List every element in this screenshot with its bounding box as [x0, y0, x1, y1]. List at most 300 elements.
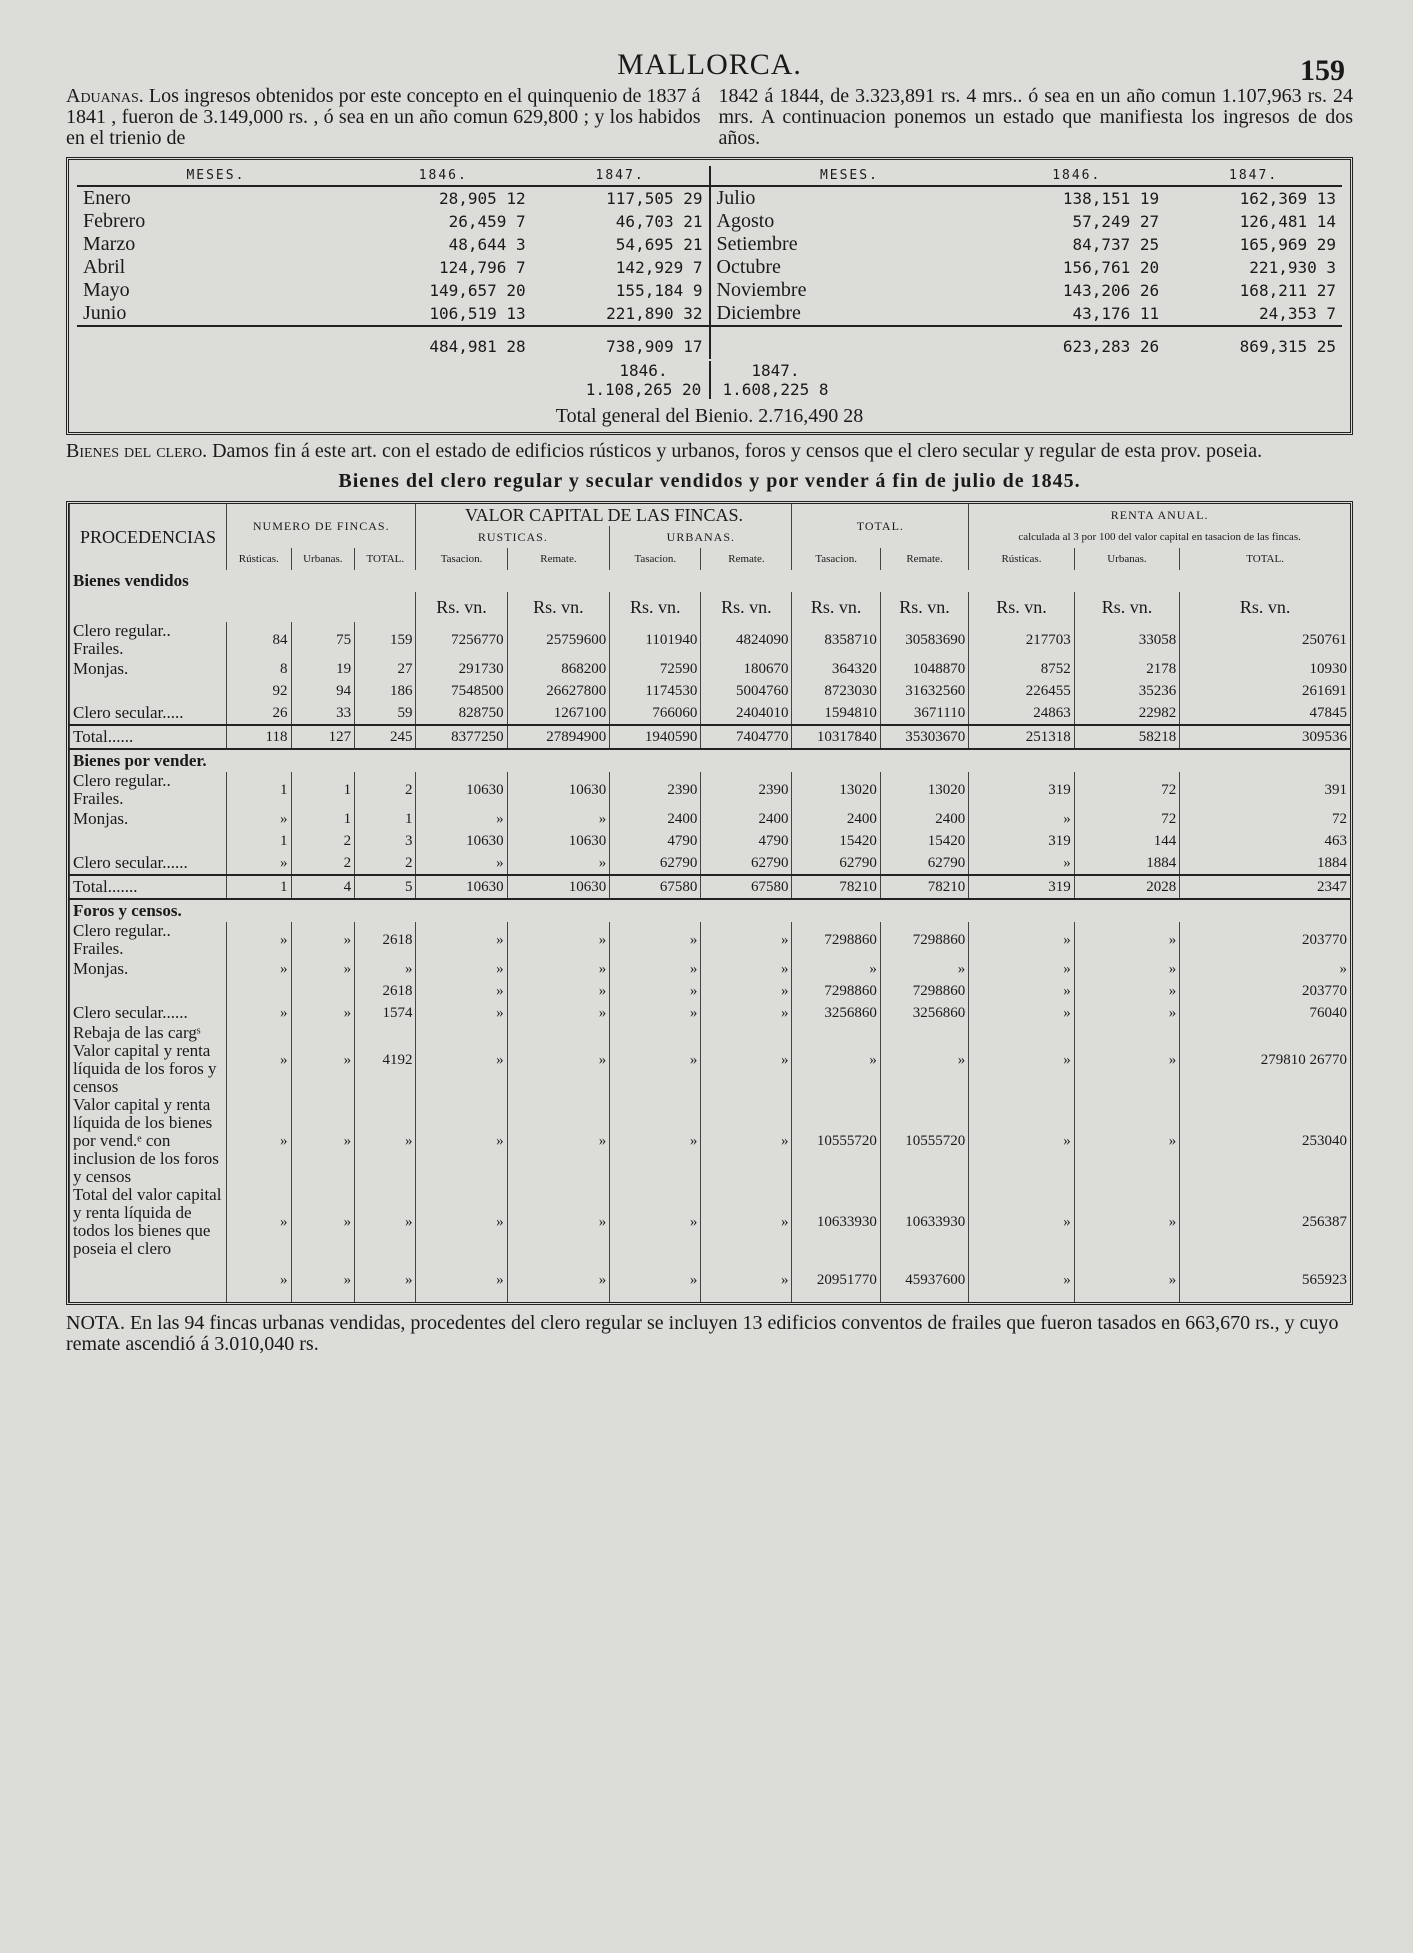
- table-cell: »: [1074, 1186, 1180, 1258]
- table-cell: 10630: [507, 772, 610, 808]
- table-cell: 127: [291, 725, 355, 749]
- table-cell: »: [416, 1096, 507, 1186]
- row-label: Clero secular.....: [70, 702, 227, 725]
- row-label: Total del valor capital y renta líquida de todos los bienes que poseia el clero: [70, 1186, 227, 1258]
- table-cell: »: [610, 1186, 701, 1258]
- table-cell: »: [507, 852, 610, 875]
- table-cell: 256387: [1180, 1186, 1350, 1258]
- row-label: Clero regular.. Frailes.: [70, 922, 227, 958]
- table-row: [70, 875, 1351, 899]
- table-cell: 15420: [792, 830, 880, 852]
- bienes-paragraph: Bienes del clero. Damos fin á este art. con el estado de edificios rústicos y urbanos, foros y censos que el clero secular y regular de esta prov. poseia.: [66, 440, 1263, 462]
- table-cell: 766060: [610, 702, 701, 725]
- subheader-6: Remate.: [701, 548, 792, 570]
- table-cell: 1: [355, 808, 416, 830]
- table-cell: »: [701, 980, 792, 1002]
- table-cell: 2400: [792, 808, 880, 830]
- table-cell: »: [227, 1096, 292, 1186]
- table-row: [70, 922, 1351, 958]
- aduanas-text-left: Los ingresos obtenidos por este concepto en el quinquenio de 1837 á 1841 , fueron de 3.149,000 rs. , ó sea en un año comun 629,800 ; y los habidos en el trienio de: [66, 85, 701, 149]
- table-cell: 1884: [1180, 852, 1350, 875]
- table-cell: »: [291, 1258, 355, 1302]
- table-cell: 10555720: [792, 1096, 880, 1186]
- unit-label: Rs. vn.: [701, 592, 792, 622]
- table-cell: »: [355, 958, 416, 980]
- table-cell: 27: [355, 658, 416, 680]
- table-cell: »: [416, 980, 507, 1002]
- table-cell: 1: [227, 830, 292, 852]
- col-1847: 1847.: [532, 166, 709, 186]
- table-cell: 8358710: [792, 622, 880, 658]
- table-cell: »: [355, 1258, 416, 1302]
- table-cell: 4192: [355, 1024, 416, 1096]
- table-cell: 15420: [880, 830, 968, 852]
- table-cell: »: [610, 1024, 701, 1096]
- table-cell: 828750: [416, 702, 507, 725]
- table-cell: »: [291, 1024, 355, 1096]
- table-cell: 463: [1180, 830, 1350, 852]
- table-cell: »: [1074, 1258, 1180, 1302]
- table-cell: 30583690: [880, 622, 968, 658]
- table-cell: »: [1074, 922, 1180, 958]
- income-row: Junio 106,519 13 221,890 32: [83, 302, 703, 324]
- table-cell: »: [969, 1024, 1075, 1096]
- table-cell: 10630: [507, 875, 610, 899]
- table-cell: 72590: [610, 658, 701, 680]
- table-cell: »: [507, 808, 610, 830]
- header-total: TOTAL.: [792, 504, 969, 548]
- table-cell: 72: [1074, 772, 1180, 808]
- table-cell: »: [355, 1096, 416, 1186]
- table-cell: 319: [969, 875, 1075, 899]
- table-cell: 92: [227, 680, 292, 702]
- table-cell: »: [701, 958, 792, 980]
- table-cell: 47845: [1180, 702, 1350, 725]
- table-cell: »: [507, 1096, 610, 1186]
- table-cell: »: [701, 1258, 792, 1302]
- table-cell: »: [701, 1186, 792, 1258]
- table-cell: 180670: [701, 658, 792, 680]
- table-cell: 27894900: [507, 725, 610, 749]
- section-foros-censos: Foros y censos.: [70, 899, 1351, 922]
- table-row: [70, 702, 1351, 725]
- table-cell: 2: [291, 830, 355, 852]
- unit-label: Rs. vn.: [507, 592, 610, 622]
- table-cell: »: [701, 1096, 792, 1186]
- subheader-11: TOTAL.: [1180, 548, 1350, 570]
- sum-1846: 1.108,265 20: [585, 380, 702, 399]
- subheader-2: TOTAL.: [355, 548, 416, 570]
- table-cell: »: [880, 958, 968, 980]
- table-cell: 1101940: [610, 622, 701, 658]
- table-cell: 203770: [1180, 922, 1350, 958]
- table-cell: 4790: [610, 830, 701, 852]
- table-cell: 1: [291, 808, 355, 830]
- table-cell: 62790: [880, 852, 968, 875]
- header-rusticas: RUSTICAS.: [416, 526, 610, 548]
- table-cell: »: [1074, 1024, 1180, 1096]
- table-cell: »: [969, 1002, 1075, 1024]
- table-cell: »: [969, 922, 1075, 958]
- table-cell: 1: [227, 772, 292, 808]
- table-cell: 2618: [355, 922, 416, 958]
- table-cell: 5004760: [701, 680, 792, 702]
- table-cell: »: [969, 980, 1075, 1002]
- table-cell: »: [507, 922, 610, 958]
- subheader-4: Remate.: [507, 548, 610, 570]
- aduanas-label: Aduanas.: [66, 85, 144, 107]
- table-row: [70, 1186, 1351, 1258]
- table-cell: »: [507, 980, 610, 1002]
- row-label: Total.......: [70, 875, 227, 899]
- table-cell: »: [416, 922, 507, 958]
- col-1847: 1847.: [1165, 166, 1342, 186]
- header-renta-anual: RENTA ANUAL.: [969, 504, 1350, 526]
- income-row: Enero 28,905 12 117,505 29: [83, 187, 703, 209]
- row-label: Clero regular.. Frailes.: [70, 772, 227, 808]
- table-row: [70, 1002, 1351, 1024]
- table-cell: 67580: [610, 875, 701, 899]
- income-row: Marzo 48,644 3 54,695 21: [83, 233, 703, 255]
- bienio-summary: 1846. 1847. 1.108,265 20 1.608,225 8 Total general del Bienio. 2.716,490 28: [77, 359, 1342, 432]
- table-cell: 19: [291, 658, 355, 680]
- table-cell: 3671110: [880, 702, 968, 725]
- table-cell: »: [969, 808, 1075, 830]
- page-title: MALLORCA.: [617, 48, 802, 81]
- note-paragraph: NOTA. En las 94 fincas urbanas vendidas, procedentes del clero regular se incluyen 13 edificios conventos de frailes que fueron tasados en 663,670 rs., y cuyo remate ascendió á 3.010,040 rs.: [66, 1312, 1339, 1355]
- table-title: Bienes del clero regular y secular vendidos y por vender á fin de julio de 1845.: [338, 470, 1081, 492]
- table-cell: »: [610, 980, 701, 1002]
- table-cell: 118: [227, 725, 292, 749]
- table-cell: »: [291, 958, 355, 980]
- unit-label: Rs. vn.: [880, 592, 968, 622]
- table-cell: 62790: [701, 852, 792, 875]
- table-cell: 10633930: [880, 1186, 968, 1258]
- table-cell: »: [610, 1258, 701, 1302]
- table-cell: 7298860: [880, 922, 968, 958]
- table-cell: 1574: [355, 1002, 416, 1024]
- note-label: NOTA.: [66, 1312, 125, 1334]
- table-cell: »: [1074, 980, 1180, 1002]
- table-row: [70, 1258, 1351, 1302]
- table-cell: 4790: [701, 830, 792, 852]
- table-cell: »: [610, 922, 701, 958]
- bienes-label: Bienes del clero.: [66, 440, 208, 462]
- table-row: [70, 772, 1351, 808]
- table-cell: 251318: [969, 725, 1075, 749]
- table-cell: 84: [227, 622, 292, 658]
- col-1846: 1846.: [988, 166, 1165, 186]
- table-cell: »: [416, 958, 507, 980]
- table-cell: 35303670: [880, 725, 968, 749]
- row-label: [70, 680, 227, 702]
- table-cell: »: [227, 808, 292, 830]
- table-cell: 10633930: [792, 1186, 880, 1258]
- table-cell: 8377250: [416, 725, 507, 749]
- table-cell: »: [227, 1002, 292, 1024]
- table-row: [70, 830, 1351, 852]
- table-row: [70, 725, 1351, 749]
- table-cell: »: [1074, 1096, 1180, 1186]
- table-cell: 75: [291, 622, 355, 658]
- subheader-7: Tasacion.: [792, 548, 880, 570]
- table-cell: 4: [291, 875, 355, 899]
- table-cell: 1174530: [610, 680, 701, 702]
- table-cell: 7548500: [416, 680, 507, 702]
- table-cell: 7298860: [792, 922, 880, 958]
- table-cell: 24863: [969, 702, 1075, 725]
- table-row: [70, 980, 1351, 1002]
- table-row: [70, 808, 1351, 830]
- table-cell: 2400: [610, 808, 701, 830]
- table-cell: 72: [1074, 808, 1180, 830]
- table-cell: 8723030: [792, 680, 880, 702]
- table-row: [70, 958, 1351, 980]
- table-cell: 868200: [507, 658, 610, 680]
- table-cell: »: [1074, 1002, 1180, 1024]
- col-meses: MESES.: [711, 166, 989, 186]
- table-cell: 5: [355, 875, 416, 899]
- subheader-3: Tasacion.: [416, 548, 507, 570]
- general-total: Total general del Bienio. 2.716,490 28: [555, 405, 864, 427]
- table-cell: 261691: [1180, 680, 1350, 702]
- table-cell: 78210: [792, 875, 880, 899]
- income-row: Noviembre 143,206 26 168,211 27: [716, 279, 1336, 301]
- table-cell: 279810 26770: [1180, 1024, 1350, 1096]
- income-row: Agosto 57,249 27 126,481 14: [716, 210, 1336, 232]
- table-cell: »: [969, 1096, 1075, 1186]
- table-cell: 10630: [416, 875, 507, 899]
- row-label: Monjas.: [70, 808, 227, 830]
- income-second-half: [709, 166, 1343, 359]
- table-cell: [291, 980, 355, 1002]
- table-cell: 1267100: [507, 702, 610, 725]
- income-row: Octubre 156,761 20 221,930 3: [716, 256, 1336, 278]
- row-label: [70, 1258, 227, 1302]
- aduanas-paragraph: [66, 86, 1353, 149]
- table-cell: »: [291, 1002, 355, 1024]
- table-cell: 2400: [701, 808, 792, 830]
- income-row: Diciembre 43,176 11 24,353 7: [716, 302, 1336, 324]
- subheader-8: Remate.: [880, 548, 968, 570]
- table-row: [70, 852, 1351, 875]
- col-1846: 1846.: [355, 166, 532, 186]
- table-cell: 76040: [1180, 1002, 1350, 1024]
- table-cell: »: [291, 922, 355, 958]
- table-cell: 1: [291, 772, 355, 808]
- income-row: Febrero 26,459 7 46,703 21: [83, 210, 703, 232]
- table-cell: »: [610, 1002, 701, 1024]
- table-cell: 10555720: [880, 1096, 968, 1186]
- table-cell: »: [416, 1186, 507, 1258]
- table-cell: 2178: [1074, 658, 1180, 680]
- table-cell: 203770: [1180, 980, 1350, 1002]
- table-cell: 13020: [880, 772, 968, 808]
- subheader-1: Urbanas.: [291, 548, 355, 570]
- table-cell: 58218: [1074, 725, 1180, 749]
- table-cell: 2: [291, 852, 355, 875]
- table-cell: 319: [969, 830, 1075, 852]
- table-cell: 7404770: [701, 725, 792, 749]
- table-cell: »: [416, 1024, 507, 1096]
- table-cell: 159: [355, 622, 416, 658]
- row-label: Monjas.: [70, 958, 227, 980]
- sum-1847: 1.608,225 8: [709, 380, 841, 399]
- table-cell: 2028: [1074, 875, 1180, 899]
- table-cell: »: [792, 958, 880, 980]
- table-cell: 10630: [416, 772, 507, 808]
- table-cell: 2618: [355, 980, 416, 1002]
- table-cell: »: [701, 1002, 792, 1024]
- table-row: [70, 680, 1351, 702]
- table-row: [70, 658, 1351, 680]
- table-cell: 26: [227, 702, 292, 725]
- table-cell: 245: [355, 725, 416, 749]
- table-cell: »: [507, 1024, 610, 1096]
- table-row: [70, 1096, 1351, 1186]
- table-cell: 31632560: [880, 680, 968, 702]
- table-cell: 2400: [880, 808, 968, 830]
- table-cell: 8752: [969, 658, 1075, 680]
- header-urbanas: URBANAS.: [610, 526, 792, 548]
- table-cell: 2390: [701, 772, 792, 808]
- table-cell: 10930: [1180, 658, 1350, 680]
- table-cell: »: [610, 1096, 701, 1186]
- unit-label: Rs. vn.: [969, 592, 1075, 622]
- table-cell: 2390: [610, 772, 701, 808]
- page-number: 159: [1300, 54, 1345, 87]
- table-cell: »: [227, 1186, 292, 1258]
- row-label: Rebaja de las cargˢ Valor capital y renta líquida de los foros y censos: [70, 1024, 227, 1096]
- row-label: Total......: [70, 725, 227, 749]
- table-cell: »: [1074, 958, 1180, 980]
- table-cell: »: [291, 1186, 355, 1258]
- table-cell: »: [227, 958, 292, 980]
- table-cell: »: [610, 958, 701, 980]
- table-cell: »: [507, 1258, 610, 1302]
- income-row: Setiembre 84,737 25 165,969 29: [716, 233, 1336, 255]
- income-first-half: [77, 166, 709, 359]
- unit-label: Rs. vn.: [1074, 592, 1180, 622]
- row-label: Monjas.: [70, 658, 227, 680]
- table-cell: »: [969, 1258, 1075, 1302]
- unit-label: Rs. vn.: [1180, 592, 1350, 622]
- table-cell: »: [291, 1096, 355, 1186]
- table-cell: 35236: [1074, 680, 1180, 702]
- section-bienes-por-vender: Bienes por vender.: [70, 749, 1351, 772]
- table-cell: 94: [291, 680, 355, 702]
- table-cell: »: [507, 958, 610, 980]
- unit-label: Rs. vn.: [416, 592, 507, 622]
- table-cell: 8: [227, 658, 292, 680]
- table-cell: 2347: [1180, 875, 1350, 899]
- table-cell: 1: [227, 875, 292, 899]
- subheader-0: Rústicas.: [227, 548, 292, 570]
- table-cell: 391: [1180, 772, 1350, 808]
- table-cell: 250761: [1180, 622, 1350, 658]
- table-cell: 10630: [416, 830, 507, 852]
- table-cell: »: [227, 922, 292, 958]
- row-label: Clero regular.. Frailes.: [70, 622, 227, 658]
- table-cell: 62790: [792, 852, 880, 875]
- page-header: [66, 42, 1353, 86]
- clergy-assets-table: [66, 501, 1353, 1305]
- table-cell: 78210: [880, 875, 968, 899]
- table-cell: 1048870: [880, 658, 968, 680]
- table-cell: 144: [1074, 830, 1180, 852]
- table-cell: 7298860: [792, 980, 880, 1002]
- table-cell: »: [227, 852, 292, 875]
- table-cell: 291730: [416, 658, 507, 680]
- table-cell: 3256860: [880, 1002, 968, 1024]
- table-cell: »: [416, 1002, 507, 1024]
- table-cell: 3: [355, 830, 416, 852]
- subheader-5: Tasacion.: [610, 548, 701, 570]
- unit-label: Rs. vn.: [792, 592, 880, 622]
- table-cell: [227, 980, 292, 1002]
- table-cell: »: [227, 1024, 292, 1096]
- table-cell: »: [792, 1024, 880, 1096]
- table-row: [70, 622, 1351, 658]
- table-cell: 45937600: [880, 1258, 968, 1302]
- table-cell: 2: [355, 852, 416, 875]
- row-label: Valor capital y renta líquida de los bienes por vend.ᵉ con inclusion de los foros y censos: [70, 1096, 227, 1186]
- row-label: [70, 830, 227, 852]
- table-cell: 2: [355, 772, 416, 808]
- table-cell: 26627800: [507, 680, 610, 702]
- table-cell: »: [507, 1002, 610, 1024]
- header-valor-capital: VALOR CAPITAL DE LAS FINCAS.: [416, 504, 792, 526]
- table-cell: »: [969, 958, 1075, 980]
- section-bienes-vendidos: Bienes vendidos: [70, 570, 1351, 592]
- table-cell: 13020: [792, 772, 880, 808]
- table-cell: 33058: [1074, 622, 1180, 658]
- table-cell: 22982: [1074, 702, 1180, 725]
- subheader-9: Rústicas.: [969, 548, 1075, 570]
- table-cell: 319: [969, 772, 1075, 808]
- header-procedencias: PROCEDENCIAS: [70, 504, 227, 570]
- table-cell: 3256860: [792, 1002, 880, 1024]
- table-cell: 33: [291, 702, 355, 725]
- table-cell: »: [227, 1258, 292, 1302]
- table-cell: 565923: [1180, 1258, 1350, 1302]
- row-label: Clero secular......: [70, 1002, 227, 1024]
- table-cell: 226455: [969, 680, 1075, 702]
- subheader-10: Urbanas.: [1074, 548, 1180, 570]
- table-row: [70, 1024, 1351, 1096]
- table-cell: 7256770: [416, 622, 507, 658]
- table-cell: »: [969, 1186, 1075, 1258]
- table-cell: 2404010: [701, 702, 792, 725]
- row-label: Clero secular......: [70, 852, 227, 875]
- row-label: [70, 980, 227, 1002]
- table-cell: »: [880, 1024, 968, 1096]
- income-row: Mayo 149,657 20 155,184 9: [83, 279, 703, 301]
- table-cell: 186: [355, 680, 416, 702]
- income-table: [66, 157, 1353, 435]
- table-cell: »: [701, 1024, 792, 1096]
- table-cell: »: [1180, 958, 1350, 980]
- table-cell: »: [507, 1186, 610, 1258]
- table-cell: 1594810: [792, 702, 880, 725]
- aduanas-text-right: 1842 á 1844, de 3.323,891 rs. 4 mrs.. ó sea en un año comun 1.107,963 rs. 24 mrs. A continuacion ponemos un estado que manifiesta los ingresos de dos años.: [718, 85, 1353, 149]
- income-row: Julio 138,151 19 162,369 13: [716, 187, 1336, 209]
- table-cell: »: [416, 852, 507, 875]
- table-cell: 309536: [1180, 725, 1350, 749]
- table-cell: 7298860: [880, 980, 968, 1002]
- table-cell: »: [416, 1258, 507, 1302]
- header-numero-fincas: NUMERO DE FINCAS.: [227, 504, 416, 548]
